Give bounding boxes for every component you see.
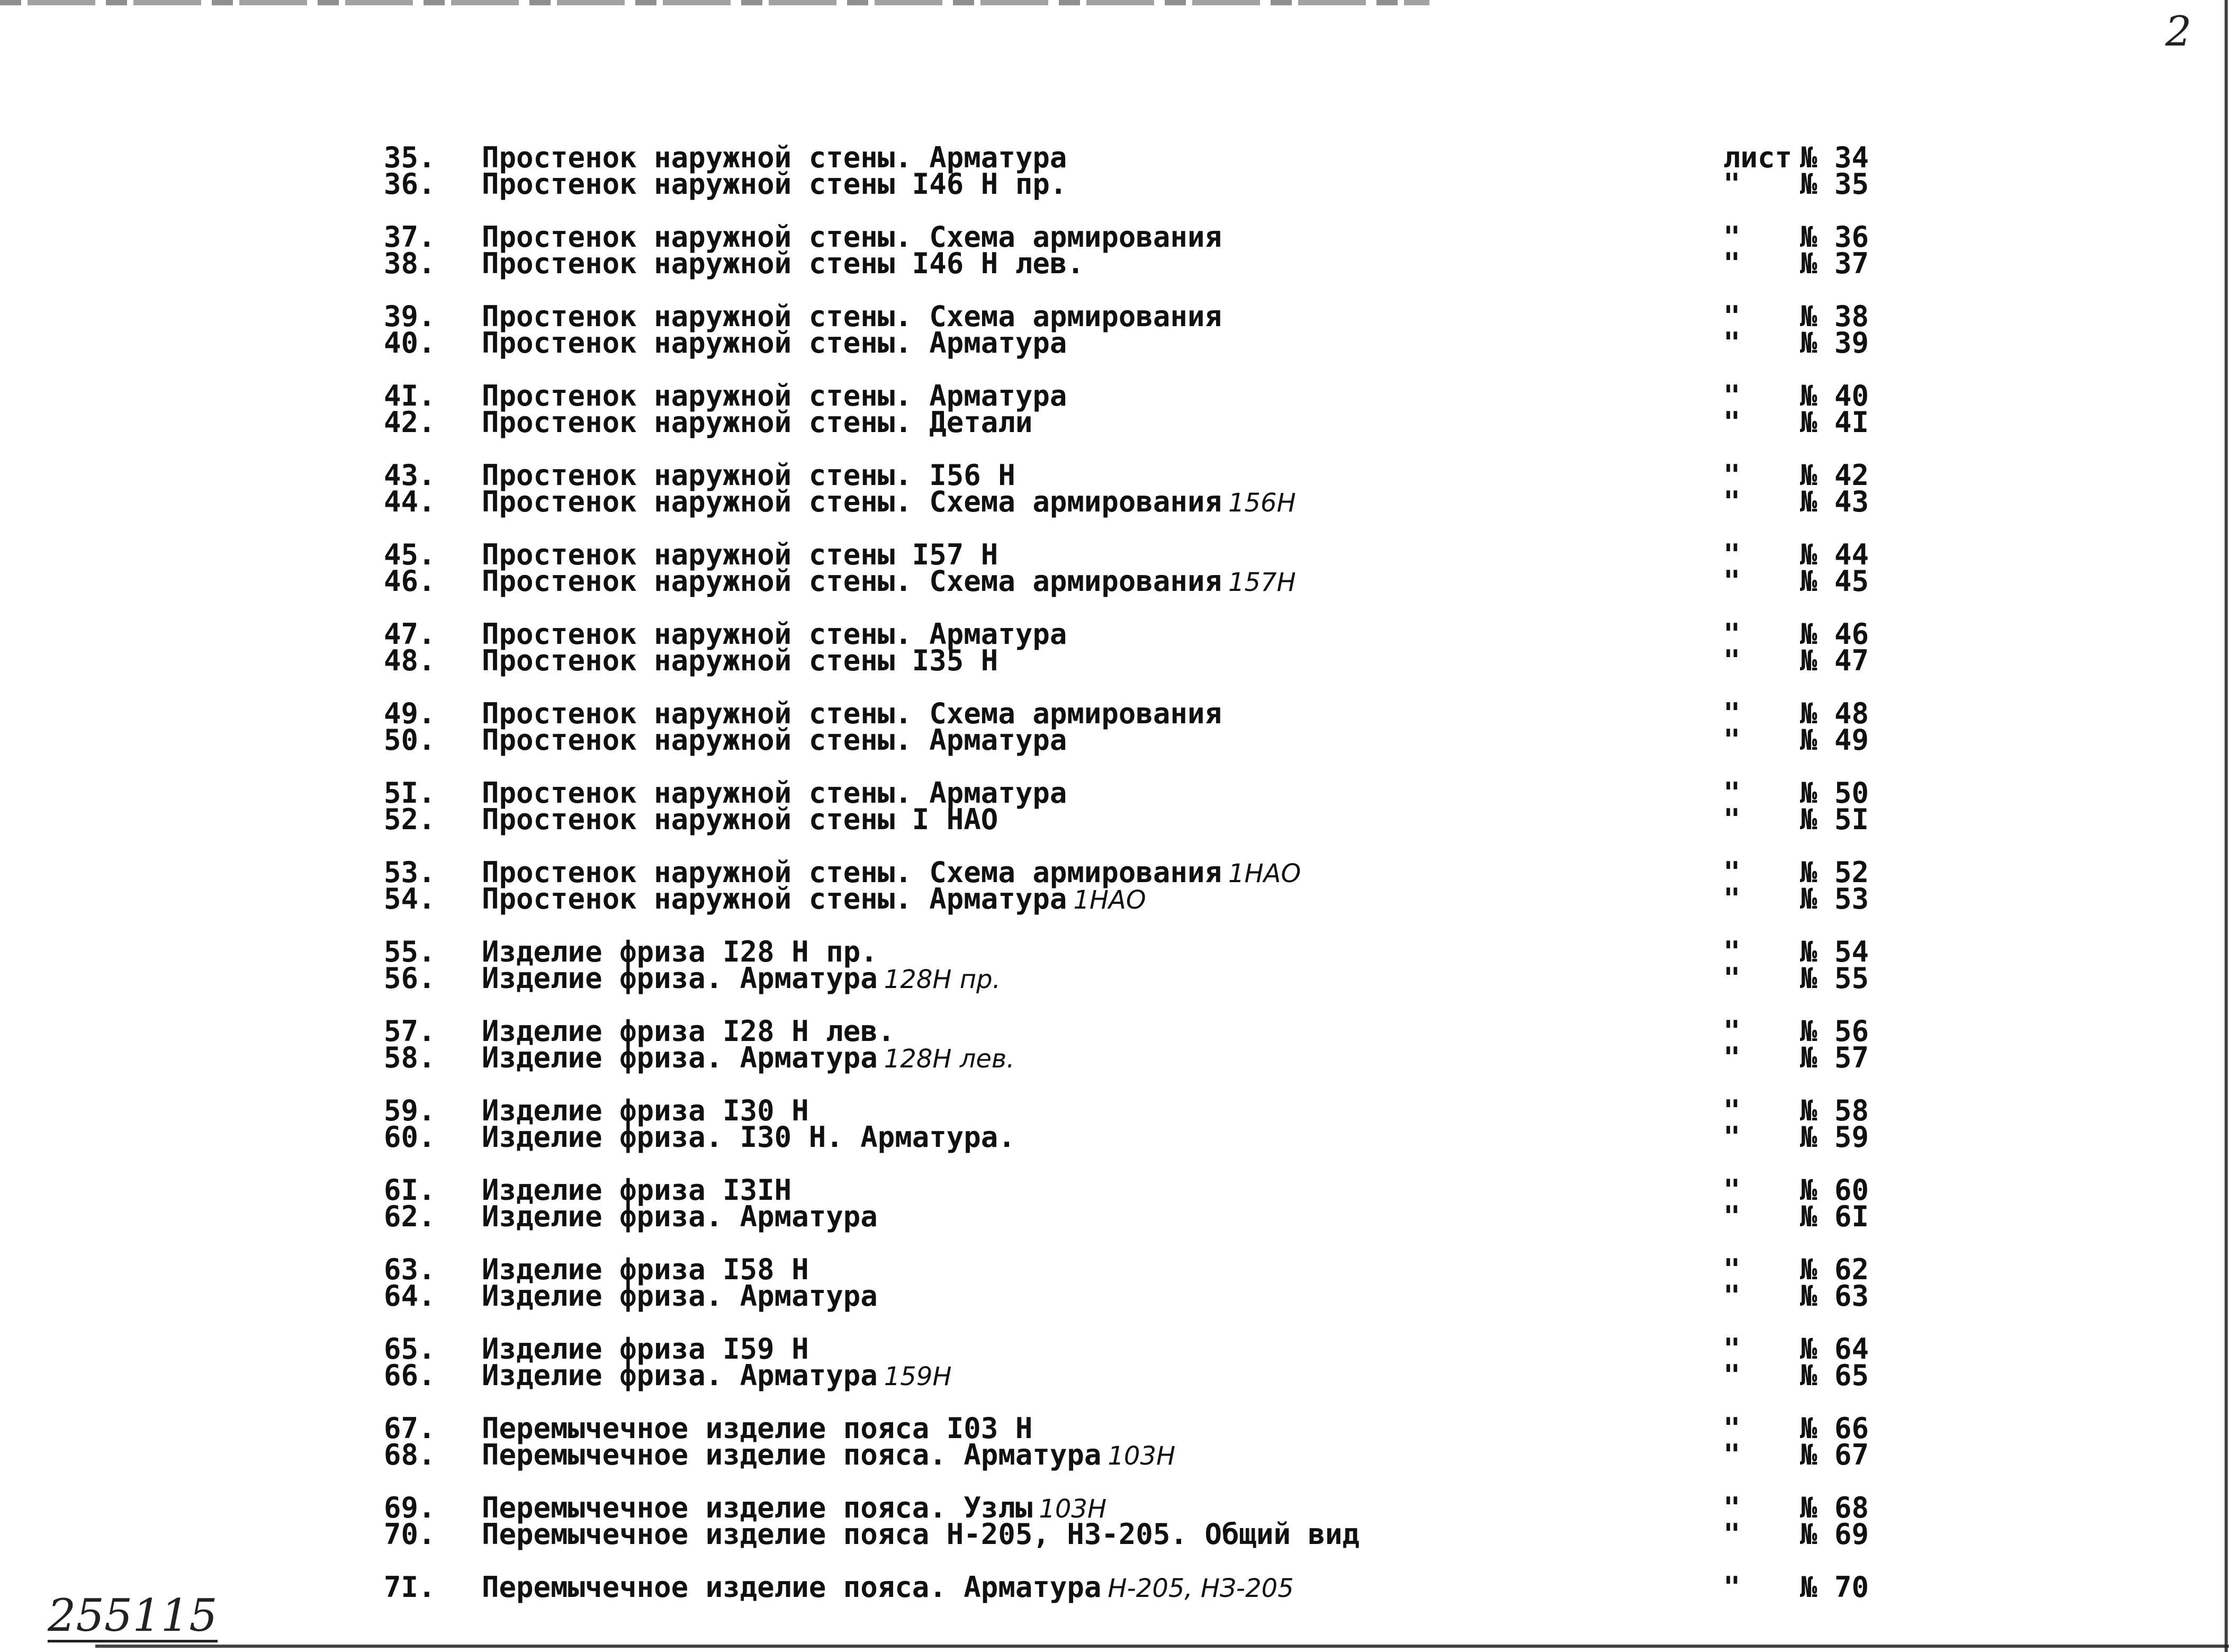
sheet-number: № 69 [1800,1518,1869,1551]
item-number: 58. [384,1041,436,1074]
sheet-number: № 40 [1800,379,1869,412]
item-title: Простенок наружной стены I НАО [482,803,998,836]
ditto-mark: " [1723,167,1741,201]
sheet-number: № 64 [1800,1332,1869,1366]
sheet-number: № 55 [1800,962,1869,995]
item-title: Перемычечное изделие пояса I03 Н [482,1412,1033,1445]
item-title: Простенок наружной стены. Арматура [482,776,1067,810]
item-number: 6I. [384,1173,436,1207]
sheet-number: № 56 [1800,1014,1869,1048]
list-item [0,1439,2232,1471]
ditto-mark: " [1723,1518,1741,1551]
item-title: Перемычечное изделие пояса Н-205, НЗ-205. Общий вид [482,1518,1360,1551]
ditto-mark: " [1723,962,1741,995]
ditto-mark: " [1723,220,1741,254]
ditto-mark: " [1723,1041,1741,1074]
sheet-number: № 37 [1800,247,1869,280]
item-title: Простенок наружной стены. Детали [482,406,1033,439]
sheet-number: № 43 [1800,485,1869,518]
ditto-mark: " [1723,459,1741,492]
item-title: Изделие фриза. Арматура [482,1200,878,1233]
item-number: 65. [384,1332,436,1366]
ditto-mark: " [1723,617,1741,651]
item-number: 54. [384,882,436,915]
item-number: 36. [384,167,436,201]
ditto-mark: " [1723,326,1741,360]
sheet-number: № 62 [1800,1253,1869,1286]
list-item [0,1280,2232,1312]
sheet-number: № 38 [1800,300,1869,333]
handwritten-note: Н-205, НЗ-205 [1108,1574,1294,1603]
ditto-mark: " [1723,247,1741,280]
ditto-mark: " [1723,644,1741,677]
item-title: Простенок наружной стены. Схема армирования [482,300,1222,333]
handwritten-note: 103Н [1039,1494,1107,1524]
item-number: 39. [384,300,436,333]
item-title: Перемычечное изделие пояса. Арматура 103Н [482,1438,1176,1471]
item-number: 67. [384,1412,436,1445]
sheet-number: № 52 [1800,856,1869,889]
item-title: Изделие фриза I28 Н лев. [482,1014,895,1048]
sheet-label: лист [1723,141,1793,174]
item-number: 4I. [384,379,436,412]
ditto-mark: " [1723,723,1741,757]
item-number: 44. [384,485,436,518]
item-number: 69. [384,1491,436,1524]
sheet-number: № 65 [1800,1359,1869,1392]
item-number: 35. [384,141,436,174]
ditto-mark: " [1723,1120,1741,1154]
list-item [0,724,2232,756]
ditto-mark: " [1723,538,1741,571]
sheet-number: № 54 [1800,935,1869,968]
ditto-mark: " [1723,1491,1741,1524]
ditto-mark: " [1723,882,1741,915]
list-item [0,565,2232,597]
ditto-mark: " [1723,1279,1741,1313]
sheet-number: № 46 [1800,617,1869,651]
item-title: Простенок наружной стены I57 Н [482,538,998,571]
sheet-number: № 48 [1800,697,1869,730]
item-number: 56. [384,962,436,995]
item-number: 62. [384,1200,436,1233]
ditto-mark: " [1723,1570,1741,1604]
list-item [0,883,2232,915]
item-title: Простенок наружной стены. Арматура 1НАО [482,882,1146,915]
list-item [0,1121,2232,1153]
item-number: 37. [384,220,436,254]
item-number: 7I. [384,1570,436,1604]
list-item [0,248,2232,280]
ditto-mark: " [1723,1200,1741,1233]
ditto-mark: " [1723,803,1741,836]
list-item [0,168,2232,200]
sheet-number: № 53 [1800,882,1869,915]
item-title: Простенок наружной стены. Арматура [482,141,1067,174]
sheet-number: № 70 [1800,1570,1869,1604]
item-number: 46. [384,564,436,598]
sheet-number: № 50 [1800,776,1869,810]
list-item [0,407,2232,438]
item-title: Простенок наружной стены. Арматура [482,379,1067,412]
item-number: 38. [384,247,436,280]
ditto-mark: " [1723,485,1741,518]
item-title: Простенок наружной стены. Схема армирования 156Н [482,485,1296,518]
item-title: Простенок наружной стены I46 Н лев. [482,247,1084,280]
item-title: Изделие фриза I30 Н [482,1094,809,1127]
ditto-mark: " [1723,300,1741,333]
ditto-mark: " [1723,697,1741,730]
item-number: 53. [384,856,436,889]
item-title: Изделие фриза I3IН [482,1173,792,1207]
sheet-number: № 4I [1800,406,1869,439]
item-number: 66. [384,1359,436,1392]
item-title: Простенок наружной стены. Схема армирования 157Н [482,564,1296,598]
handwritten-note: 157Н [1228,568,1296,597]
item-title: Изделие фриза. Арматура 159Н [482,1359,952,1392]
item-number: 5I. [384,776,436,810]
sheet-number: № 5I [1800,803,1869,836]
handwritten-note: 128Н пр. [884,965,1001,994]
item-title: Изделие фриза. I30 Н. Арматура. [482,1120,1015,1154]
list-item [0,327,2232,359]
ditto-mark: " [1723,1438,1741,1471]
ditto-mark: " [1723,856,1741,889]
item-title: Изделие фриза. Арматура 128Н пр. [482,962,1001,995]
item-title: Изделие фриза I59 Н [482,1332,809,1366]
sheet-number: № 58 [1800,1094,1869,1127]
sheet-number: № 47 [1800,644,1869,677]
item-number: 68. [384,1438,436,1471]
item-title: Изделие фриза. Арматура 128Н лев. [482,1041,1015,1074]
item-number: 40. [384,326,436,360]
ditto-mark: " [1723,1094,1741,1127]
ditto-mark: " [1723,1359,1741,1392]
item-title: Простенок наружной стены. Схема армирования [482,697,1222,730]
item-number: 60. [384,1120,436,1154]
item-number: 43. [384,459,436,492]
ditto-mark: " [1723,406,1741,439]
sheet-number: № 6I [1800,1200,1869,1233]
ditto-mark: " [1723,776,1741,810]
item-title: Изделие фриза I58 Н [482,1253,809,1286]
sheet-number: № 34 [1800,141,1869,174]
list-item [0,1201,2232,1233]
sheet-number: № 36 [1800,220,1869,254]
ditto-mark: " [1723,1014,1741,1048]
sheet-number: № 68 [1800,1491,1869,1524]
item-number: 55. [384,935,436,968]
ditto-mark: " [1723,935,1741,968]
inventory-number: 255115 [48,1590,218,1641]
list-item [0,1572,2232,1603]
sheet-number: № 49 [1800,723,1869,757]
item-title: Простенок наружной стены. Схема армирования 1НАО [482,856,1301,889]
list-item [0,804,2232,836]
sheet-number: № 44 [1800,538,1869,571]
ditto-mark: " [1723,379,1741,412]
ditto-mark: " [1723,564,1741,598]
handwritten-note: 1НАО [1228,859,1301,888]
item-number: 52. [384,803,436,836]
ditto-mark: " [1723,1412,1741,1445]
list-item [0,486,2232,518]
item-number: 70. [384,1518,436,1551]
list-item [0,645,2232,677]
list-item [0,1519,2232,1550]
sheet-number: № 45 [1800,564,1869,598]
item-number: 50. [384,723,436,757]
list-item [0,963,2232,994]
sheet-number: № 42 [1800,459,1869,492]
item-title: Простенок наружной стены. Арматура [482,617,1067,651]
sheet-number: № 57 [1800,1041,1869,1074]
handwritten-note: 1НАО [1073,885,1146,915]
item-number: 59. [384,1094,436,1127]
handwritten-note: 159Н [884,1362,952,1391]
ditto-mark: " [1723,1173,1741,1207]
item-number: 49. [384,697,436,730]
item-title: Перемычечное изделие пояса. Арматура Н-205, НЗ-205 [482,1570,1294,1604]
sheet-number: № 63 [1800,1279,1869,1313]
sheet-number: № 39 [1800,326,1869,360]
item-number: 57. [384,1014,436,1048]
item-title: Простенок наружной стены. Схема армирования [482,220,1222,254]
item-number: 47. [384,617,436,651]
ditto-mark: " [1723,1253,1741,1286]
page-number: 2 [2165,8,2192,56]
item-number: 45. [384,538,436,571]
item-number: 63. [384,1253,436,1286]
item-title: Изделие фриза. Арматура [482,1279,878,1313]
ditto-mark: " [1723,1332,1741,1366]
sheet-number: № 35 [1800,167,1869,201]
item-number: 48. [384,644,436,677]
sheet-number: № 59 [1800,1120,1869,1154]
list-item [0,1042,2232,1074]
sheet-number: № 67 [1800,1438,1869,1471]
sheet-number: № 66 [1800,1412,1869,1445]
item-title: Простенок наружной стены I46 Н пр. [482,167,1067,201]
item-title: Простенок наружной стены. Арматура [482,326,1067,360]
item-title: Простенок наружной стены. Арматура [482,723,1067,757]
item-title: Простенок наружной стены. I56 Н [482,459,1015,492]
item-number: 42. [384,406,436,439]
item-title: Перемычечное изделие пояса. Узлы 103Н [482,1491,1107,1524]
item-title: Изделие фриза I28 Н пр. [482,935,878,968]
item-number: 64. [384,1279,436,1313]
handwritten-note: 103Н [1108,1441,1176,1471]
list-item [0,1360,2232,1391]
sheet-number: № 60 [1800,1173,1869,1207]
handwritten-note: 156Н [1228,488,1296,518]
item-title: Простенок наружной стены I35 Н [482,644,998,677]
handwritten-note: 128Н лев. [884,1044,1015,1074]
